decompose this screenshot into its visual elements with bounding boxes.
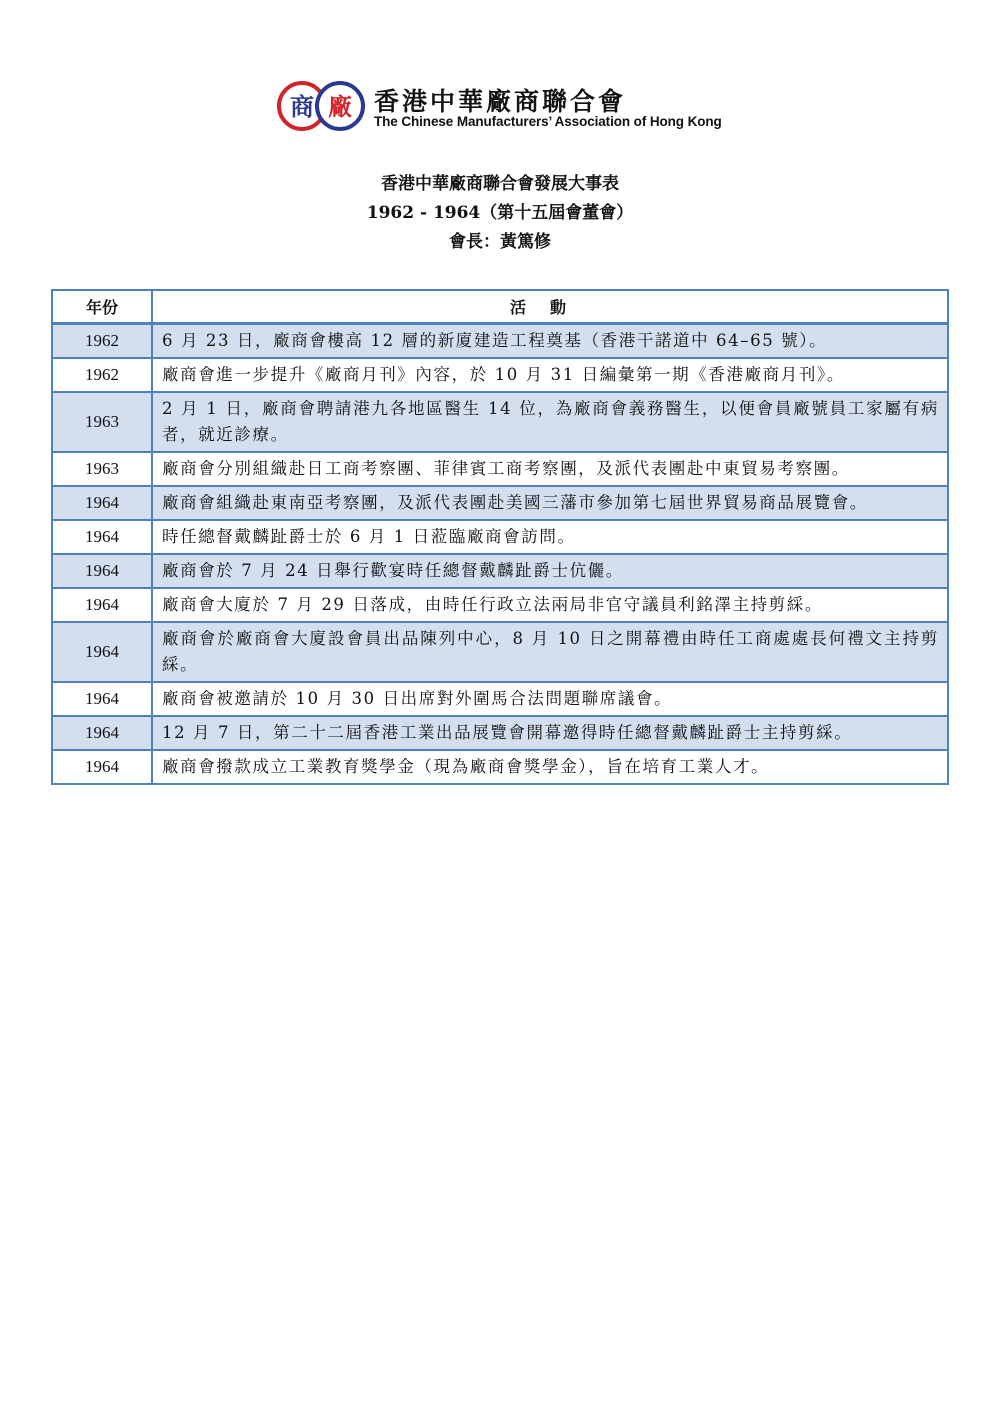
row-activity: 廠商會組織赴東南亞考察團，及派代表團赴美國三藩市參加第七屆世界貿易商品展覽會。 <box>152 486 948 520</box>
table-row <box>52 452 948 486</box>
table-row <box>52 486 948 520</box>
row-year: 1962 <box>52 358 152 392</box>
row-activity: 廠商會大廈於 7 月 29 日落成，由時任行政立法兩局非官守議員利銘澤主持剪綵。 <box>152 588 948 622</box>
row-year: 1964 <box>52 622 152 682</box>
table-row <box>52 392 948 452</box>
table-row <box>52 554 948 588</box>
header-activity: 活動 <box>152 290 948 324</box>
association-name-cn: 香港中華廠商聯合會 <box>374 87 627 116</box>
row-year: 1964 <box>52 588 152 622</box>
document-chairman: 會長：黃篤修 <box>449 232 551 252</box>
row-year: 1964 <box>52 750 152 784</box>
row-activity: 時任總督戴麟趾爵士於 6 月 1 日蒞臨廠商會訪問。 <box>152 520 948 554</box>
document-title: 香港中華廠商聯合會發展大事表 <box>381 174 619 194</box>
association-name-en: The Chinese Manufacturers’ Association of Hong Kong <box>374 114 722 129</box>
events-table <box>51 289 949 785</box>
table-row <box>52 358 948 392</box>
logo-mark-char-2: 廠 <box>328 93 352 121</box>
row-activity: 廠商會被邀請於 10 月 30 日出席對外圍馬合法問題聯席議會。 <box>152 682 948 716</box>
row-year: 1964 <box>52 520 152 554</box>
document-heading <box>0 170 1000 257</box>
header-year: 年份 <box>52 290 152 324</box>
row-activity: 2 月 1 日，廠商會聘請港九各地區醫生 14 位，為廠商會義務醫生，以便會員廠號員工家屬有病者，就近診療。 <box>152 392 948 452</box>
row-year: 1962 <box>52 324 152 359</box>
table-row <box>52 588 948 622</box>
row-year: 1963 <box>52 392 152 452</box>
row-year: 1964 <box>52 716 152 750</box>
table-row <box>52 520 948 554</box>
table-row <box>52 622 948 682</box>
table-row <box>52 324 948 359</box>
row-year: 1964 <box>52 554 152 588</box>
table-row <box>52 750 948 784</box>
table-row <box>52 716 948 750</box>
logo-mark-char-1: 商 <box>290 93 314 121</box>
row-year: 1963 <box>52 452 152 486</box>
table-header-row <box>52 290 948 324</box>
row-year: 1964 <box>52 682 152 716</box>
cma-logo-mark <box>276 80 368 132</box>
row-activity: 12 月 7 日，第二十二屆香港工業出品展覽會開幕邀得時任總督戴麟趾爵士主持剪綵。 <box>152 716 948 750</box>
row-year: 1964 <box>52 486 152 520</box>
row-activity: 廠商會分別組織赴日工商考察團、菲律賓工商考察團，及派代表團赴中東貿易考察團。 <box>152 452 948 486</box>
row-activity: 廠商會進一步提升《廠商月刊》內容，於 10 月 31 日編彙第一期《香港廠商月刊》。 <box>152 358 948 392</box>
row-activity: 廠商會於廠商會大廈設會員出品陳列中心，8 月 10 日之開幕禮由時任工商處處長何禮文主持剪綵。 <box>152 622 948 682</box>
row-activity: 廠商會於 7 月 24 日舉行歡宴時任總督戴麟趾爵士伉儷。 <box>152 554 948 588</box>
row-activity: 6 月 23 日，廠商會樓高 12 層的新廈建造工程奠基（香港干諾道中 64–65 號）。 <box>152 324 948 359</box>
association-logo <box>276 80 736 136</box>
document-period: 1962 - 1964（第十五屆會董會） <box>366 203 634 223</box>
table-row <box>52 682 948 716</box>
row-activity: 廠商會撥款成立工業教育獎學金（現為廠商會獎學金），旨在培育工業人才。 <box>152 750 948 784</box>
